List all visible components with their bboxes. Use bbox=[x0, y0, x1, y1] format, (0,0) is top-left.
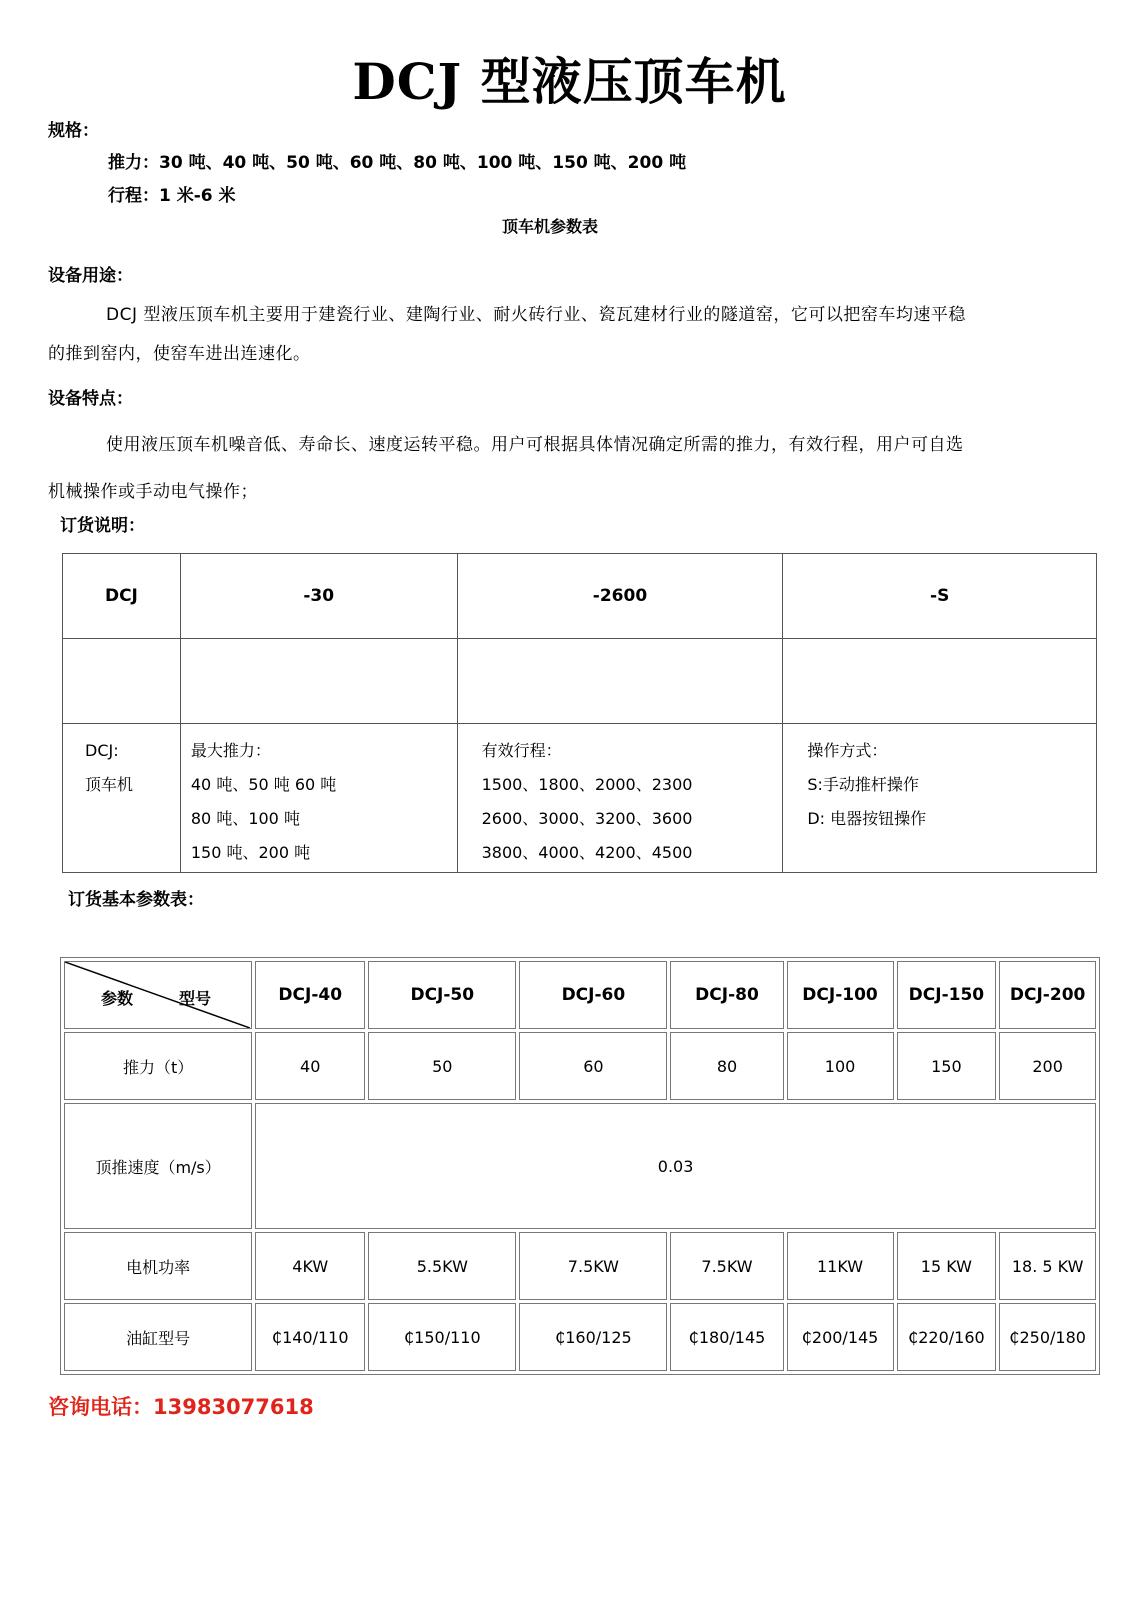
params-header-row bbox=[64, 961, 1096, 1029]
desc-line: 80 吨、100 吨 bbox=[190, 809, 300, 828]
cell: ₵220/160 bbox=[897, 1303, 997, 1371]
blank-cell bbox=[63, 639, 181, 724]
cell: 40 bbox=[255, 1032, 365, 1100]
corner-model-label: 型号 bbox=[179, 989, 212, 1008]
desc-line: 最大推力： bbox=[190, 741, 271, 760]
desc-line: 150 吨、200 吨 bbox=[190, 843, 311, 862]
model-header: DCJ-200 bbox=[999, 961, 1096, 1029]
order-desc-cell bbox=[783, 724, 1097, 873]
row-label: 顶推速度（m/s） bbox=[64, 1103, 252, 1229]
desc-line: 2600、3000、3200、3600 bbox=[481, 809, 693, 828]
cell: 150 bbox=[897, 1032, 997, 1100]
cell: ₵140/110 bbox=[255, 1303, 365, 1371]
cell: ₵180/145 bbox=[670, 1303, 783, 1371]
desc-line: 3800、4000、4200、4500 bbox=[481, 843, 693, 862]
cell: 100 bbox=[787, 1032, 894, 1100]
model-header: DCJ-100 bbox=[787, 961, 894, 1029]
order-code-cell: -2600 bbox=[457, 554, 783, 639]
usage-line-1: DCJ 型液压顶车机主要用于建瓷行业、建陶行业、耐火砖行业、瓷瓦建材行业的隧道窑，它可以把窑车均速平稳 bbox=[106, 305, 966, 325]
cell: ₵150/110 bbox=[368, 1303, 516, 1371]
order-blank-row bbox=[63, 639, 1097, 724]
row-label: 电机功率 bbox=[64, 1232, 252, 1300]
cell: 5.5KW bbox=[368, 1232, 516, 1300]
contact-phone: 咨询电话：13983077618 bbox=[48, 1395, 314, 1419]
params-heading: 订货基本参数表： bbox=[68, 890, 204, 910]
model-header: DCJ-150 bbox=[897, 961, 997, 1029]
order-desc-cell bbox=[63, 724, 181, 873]
order-heading: 订货说明： bbox=[60, 516, 145, 536]
order-code-cell: DCJ bbox=[63, 554, 181, 639]
usage-heading: 设备用途： bbox=[48, 266, 133, 286]
order-code-cell: -30 bbox=[180, 554, 457, 639]
blank-cell bbox=[180, 639, 457, 724]
order-code-cell: -S bbox=[783, 554, 1097, 639]
table-row bbox=[64, 1232, 1096, 1300]
cell: 15 KW bbox=[897, 1232, 997, 1300]
cell: 4KW bbox=[255, 1232, 365, 1300]
model-header: DCJ-60 bbox=[519, 961, 667, 1029]
blank-cell bbox=[457, 639, 783, 724]
desc-line: D: 电器按钮操作 bbox=[807, 809, 927, 828]
corner-cell bbox=[64, 961, 252, 1029]
cell: ₵160/125 bbox=[519, 1303, 667, 1371]
desc-line: 顶车机 bbox=[85, 775, 134, 794]
features-heading: 设备特点： bbox=[48, 389, 133, 409]
table-row bbox=[64, 1103, 1096, 1229]
diagonal-line bbox=[65, 962, 250, 1028]
features-line-1: 使用液压顶车机噪音低、寿命长、速度运转平稳。用户可根据具体情况确定所需的推力，有效行程，用户可自选 bbox=[106, 435, 964, 455]
model-header: DCJ-50 bbox=[368, 961, 516, 1029]
order-desc-cell bbox=[457, 724, 783, 873]
speed-value-cell: 0.03 bbox=[255, 1103, 1096, 1229]
cell: 7.5KW bbox=[670, 1232, 783, 1300]
cell: 200 bbox=[999, 1032, 1096, 1100]
usage-line-2: 的推到窑内，使窑车进出连速化。 bbox=[48, 344, 311, 364]
order-desc-cell bbox=[180, 724, 457, 873]
cell: 80 bbox=[670, 1032, 783, 1100]
row-label: 推力（t） bbox=[64, 1032, 252, 1100]
page-title: DCJ 型液压顶车机 bbox=[352, 52, 787, 111]
order-code-row bbox=[63, 554, 1097, 639]
desc-line: S:手动推杆操作 bbox=[807, 775, 919, 794]
table-row bbox=[64, 1032, 1096, 1100]
model-header: DCJ-40 bbox=[255, 961, 365, 1029]
order-desc-row bbox=[63, 724, 1097, 873]
model-header: DCJ-80 bbox=[670, 961, 783, 1029]
features-line-2: 机械操作或手动电气操作； bbox=[48, 482, 258, 502]
desc-line: 操作方式： bbox=[807, 741, 888, 760]
desc-line: 有效行程： bbox=[481, 741, 562, 760]
params-table bbox=[60, 957, 1100, 1375]
table-title: 顶车机参数表 bbox=[501, 217, 598, 236]
cell: 11KW bbox=[787, 1232, 894, 1300]
desc-line: 40 吨、50 吨 60 吨 bbox=[190, 775, 337, 794]
spec-heading: 规格： bbox=[48, 121, 99, 141]
desc-line: DCJ: bbox=[85, 741, 119, 760]
desc-line: 1500、1800、2000、2300 bbox=[481, 775, 693, 794]
table-row bbox=[64, 1303, 1096, 1371]
cell: 50 bbox=[368, 1032, 516, 1100]
order-table bbox=[62, 553, 1097, 873]
row-label: 油缸型号 bbox=[64, 1303, 252, 1371]
cell: ₵250/180 bbox=[999, 1303, 1096, 1371]
cell: ₵200/145 bbox=[787, 1303, 894, 1371]
spec-thrust: 推力：30 吨、40 吨、50 吨、60 吨、80 吨、100 吨、150 吨、200 吨 bbox=[108, 153, 687, 173]
cell: 60 bbox=[519, 1032, 667, 1100]
cell: 7.5KW bbox=[519, 1232, 667, 1300]
spec-stroke: 行程：1 米-6 米 bbox=[108, 186, 236, 206]
corner-param-label: 参数 bbox=[101, 989, 134, 1008]
blank-cell bbox=[783, 639, 1097, 724]
cell: 18. 5 KW bbox=[999, 1232, 1096, 1300]
